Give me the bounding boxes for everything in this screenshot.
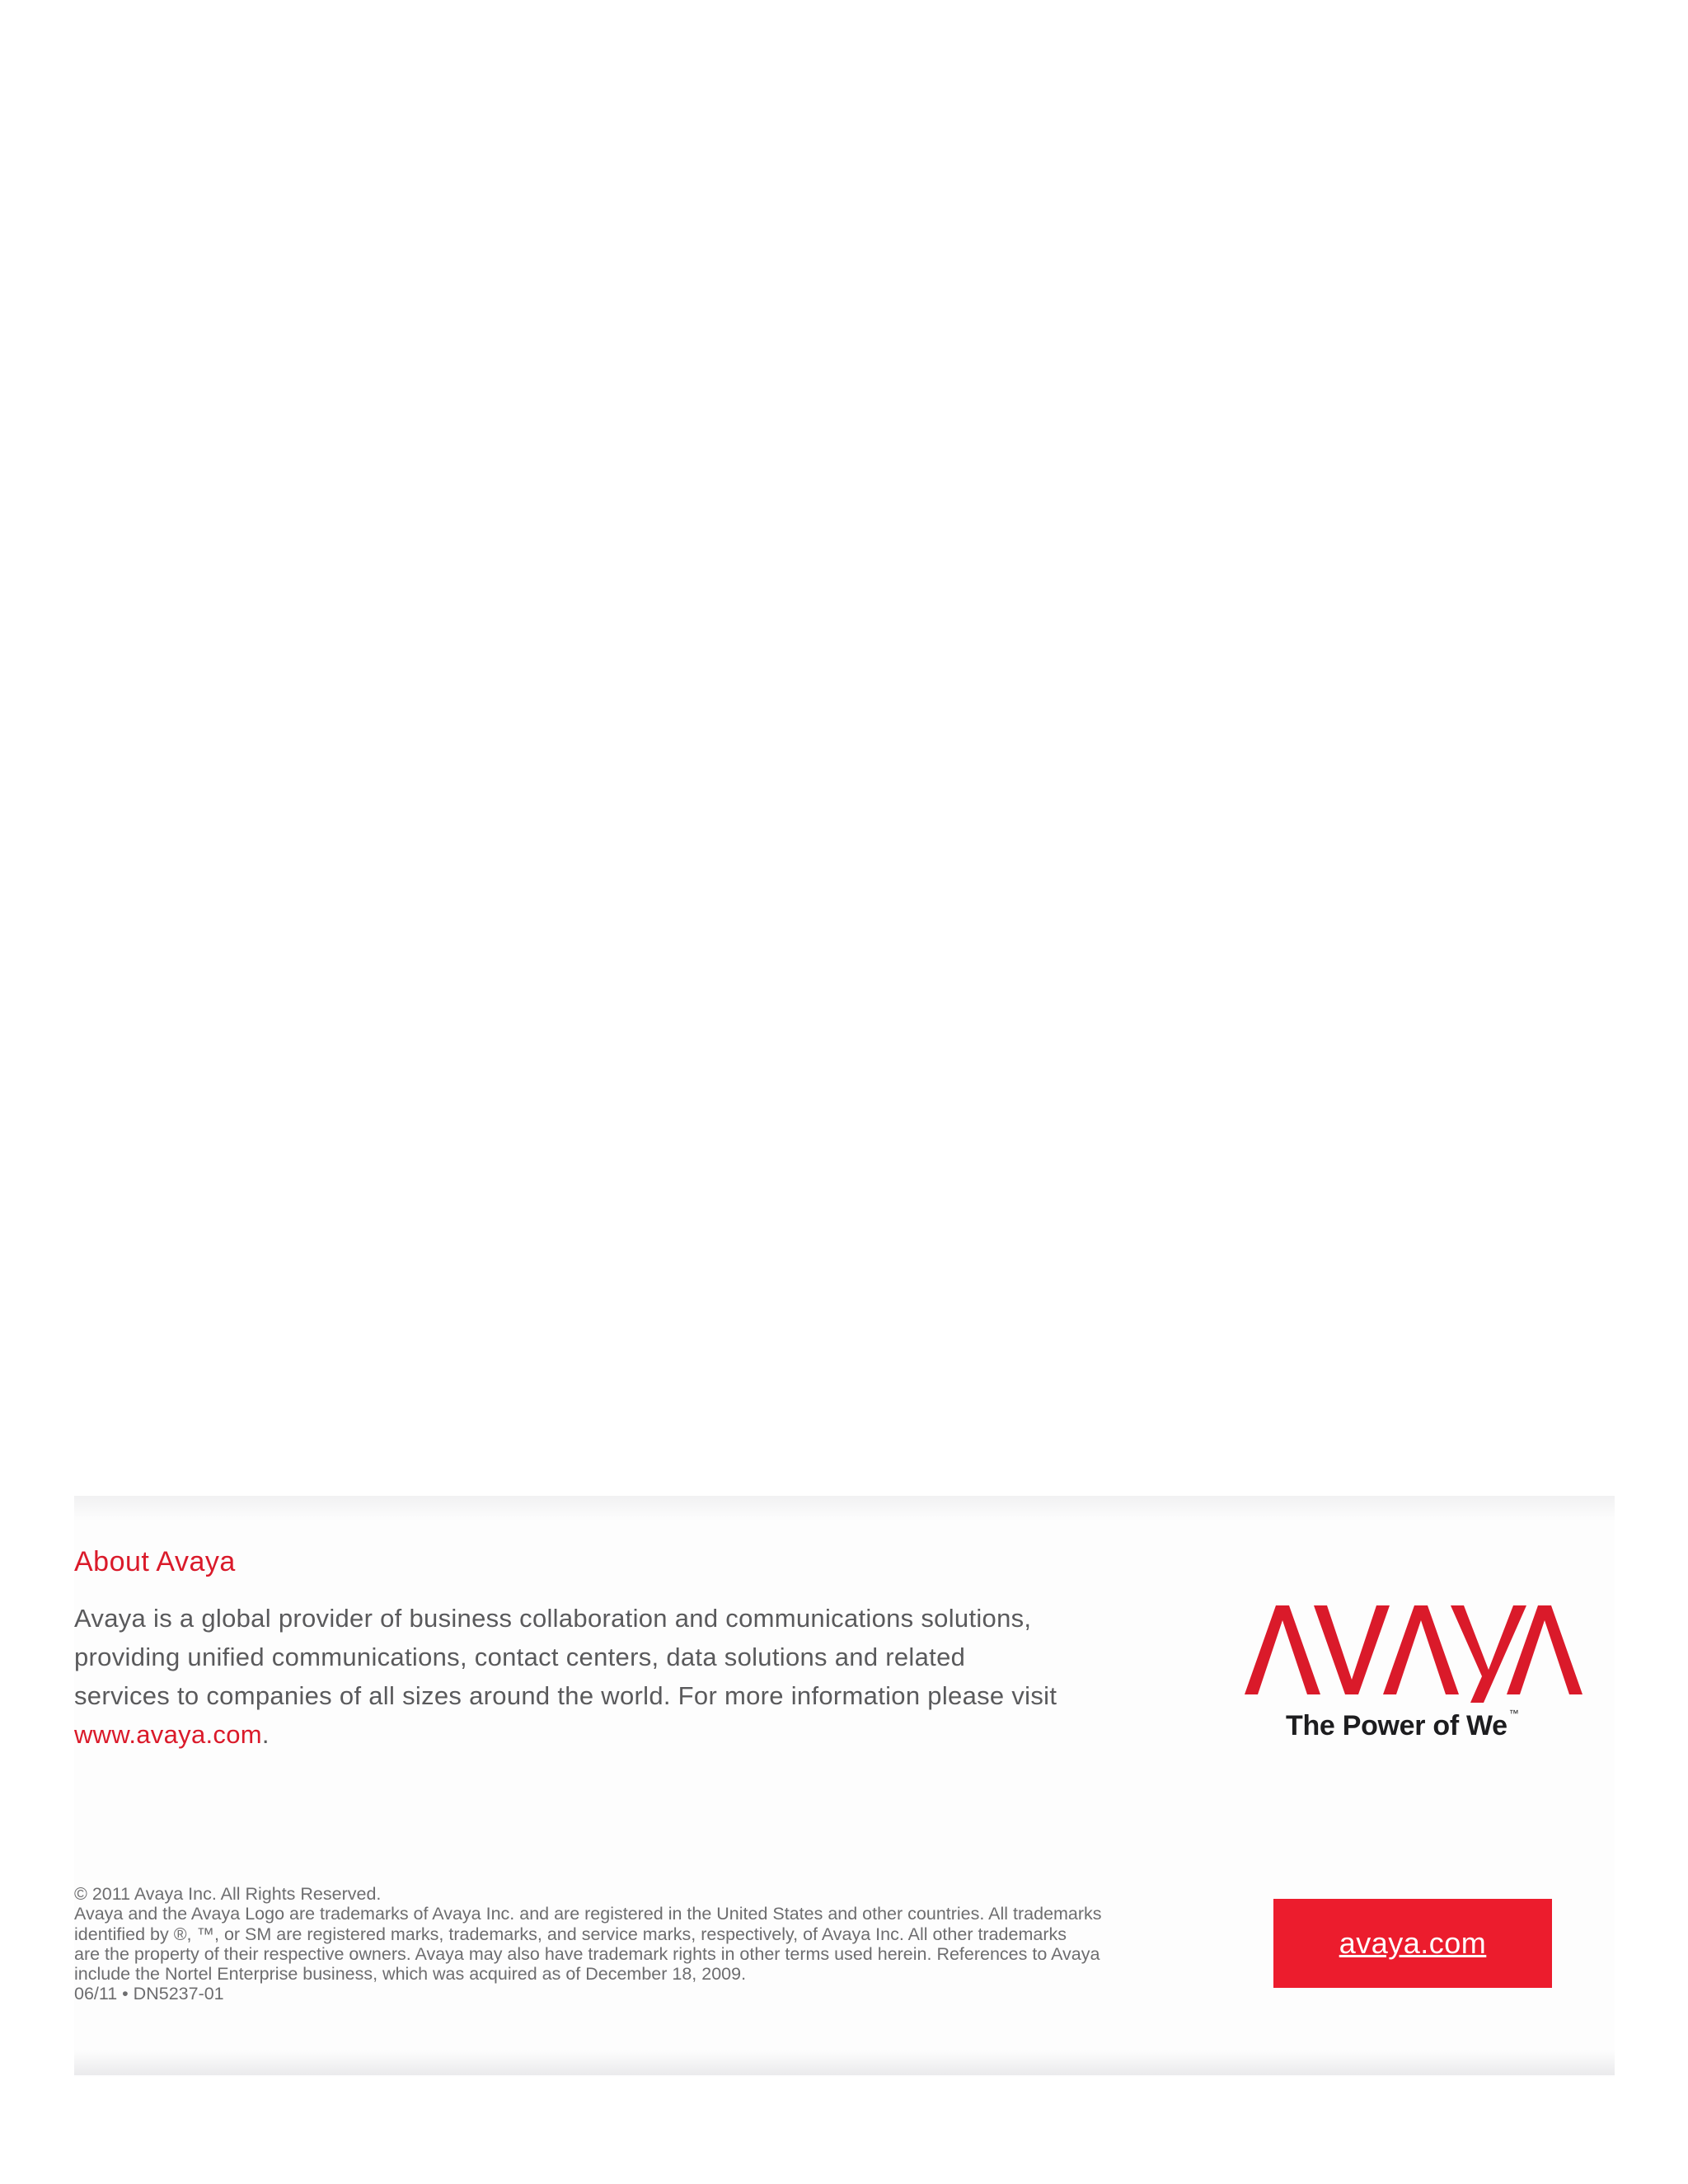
- avaya-wordmark-icon: [1245, 1605, 1582, 1704]
- legal-line: Avaya and the Avaya Logo are trademarks of Avaya Inc. and are registered in the United States and other countries. All trademarks: [74, 1904, 1102, 1924]
- panel-bottom-divider: [74, 2050, 1615, 2075]
- about-body: [74, 1599, 1063, 1754]
- legal-line: identified by ®, ™, or SM are registered marks, trademarks, and service marks, respectively, of Avaya Inc. All other trademarks: [74, 1924, 1067, 1944]
- about-body-text: Avaya is a global provider of business collaboration and communications solutions, providing unified communications, contact centers, data solutions and related services to companies of all sizes around the world. For more information please visit: [74, 1604, 1057, 1710]
- legal-line: are the property of their respective owners. Avaya may also have trademark rights in other terms used herein. References to Avaya: [74, 1943, 1100, 1964]
- document-code: 06/11 • DN5237-01: [74, 1984, 224, 2004]
- legal-notice: [74, 1884, 1228, 2004]
- copyright-line: © 2011 Avaya Inc. All Rights Reserved.: [74, 1884, 382, 1904]
- legal-line: include the Nortel Enterprise business, which was acquired as of December 18, 2009.: [74, 1964, 747, 1985]
- about-title: About Avaya: [74, 1546, 236, 1577]
- tagline-text: The Power of We: [1286, 1710, 1507, 1741]
- avaya-com-button[interactable]: avaya.com: [1273, 1899, 1552, 1988]
- trademark-mark: ™: [1508, 1708, 1519, 1719]
- about-body-trailing: .: [261, 1720, 270, 1749]
- logo-tagline: [1286, 1708, 1519, 1742]
- avaya-website-link[interactable]: www.avaya.com: [74, 1720, 262, 1749]
